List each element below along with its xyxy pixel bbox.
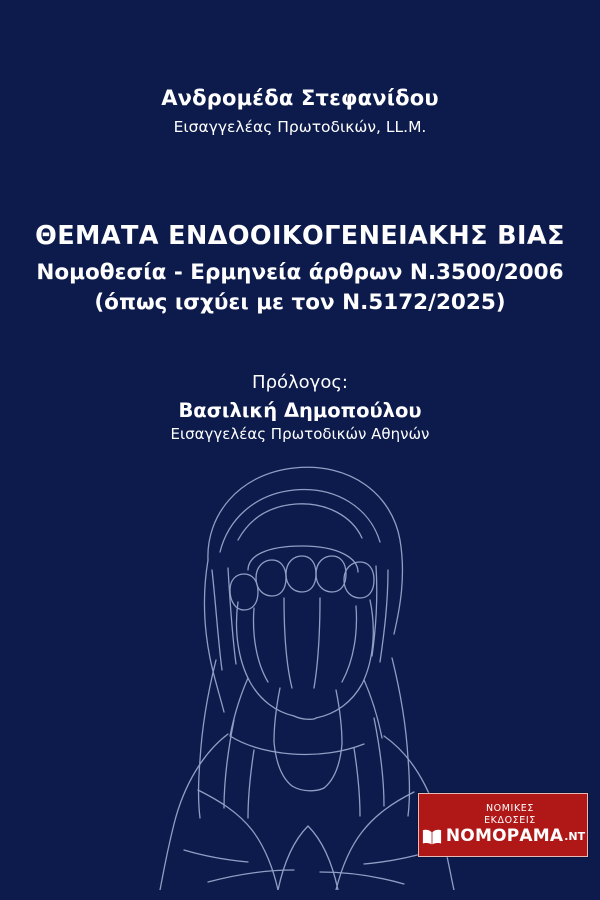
publisher-tagline [484,803,536,825]
publisher-name: ΝΟΜΟΡΑΜΑ [445,826,564,847]
subtitle-amendment: (όπως ισχύει με τον Ν.5172/2025) [94,290,506,316]
prologue-author-name: Βασιλική Δημοπούλου [178,398,422,422]
publisher-name-row [421,827,585,847]
publisher-tagline-line2: ΕΚΔΟΣΕΙΣ [484,814,536,826]
title-block [0,222,600,316]
publisher-tld: .NT [564,830,586,844]
prologue-label: Πρόλογος: [252,372,348,393]
author-block [0,86,600,137]
page-title: ΘΕΜΑΤΑ ΕΝΔΟΟΙΚΟΓΕΝΕΙΑΚΗΣ ΒΙΑΣ [35,221,565,251]
open-book-icon [421,827,443,847]
author-name: Ανδρομέδα Στεφανίδου [161,86,439,110]
subtitle-legislation: Νομοθεσία - Ερμηνεία άρθρων Ν.3500/2006 [36,260,564,286]
prologue-author-role: Εισαγγελέας Πρωτοδικών Αθηνών [170,424,430,443]
publisher-tagline-line1: ΝΟΜΙΚΕΣ [485,803,534,815]
publisher-logo[interactable] [418,793,588,857]
author-role: Εισαγγελέας Πρωτοδικών, LL.M. [173,118,427,137]
